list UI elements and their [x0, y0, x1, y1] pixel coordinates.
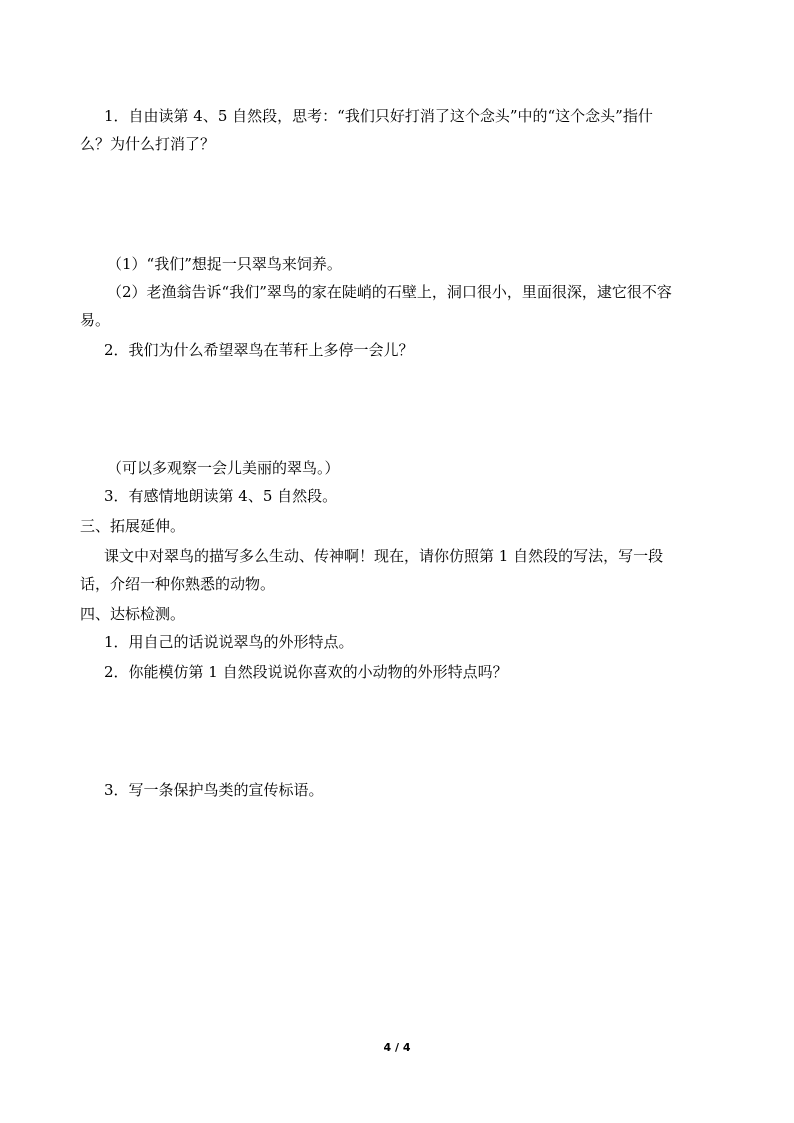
question-1-line-1: 1．自由读第 4、5 自然段，思考：“我们只好打消了这个念头”中的“这个念头”指什 — [104, 107, 653, 125]
page-number: 4 / 4 — [383, 1041, 411, 1054]
section-4-question-1: 1．用自己的话说说翠鸟的外形特点。 — [104, 633, 354, 651]
answer-1-item-2-line-2: 易。 — [80, 311, 111, 329]
answer-2: （可以多观察一会儿美丽的翠鸟。） — [107, 459, 340, 477]
question-1-line-2: 么？为什么打消了？ — [80, 135, 216, 153]
question-3: 3．有感情地朗读第 4、5 自然段。 — [104, 487, 338, 505]
section-3-text-line-1: 课文中对翠鸟的描写多么生动、传神啊！现在，请你仿照第 1 自然段的写法，写一段 — [104, 547, 664, 565]
section-3-heading: 三、拓展延伸。 — [80, 517, 186, 535]
answer-1-item-1: （1）“我们”想捉一只翠鸟来饲养。 — [107, 255, 342, 273]
question-2: 2．我们为什么希望翠鸟在苇秆上多停一会儿？ — [104, 341, 414, 359]
section-4-heading: 四、达标检测。 — [80, 605, 186, 623]
section-3-text-line-2: 话，介绍一种你熟悉的动物。 — [80, 575, 276, 593]
section-4-question-2: 2．你能模仿第 1 自然段说说你喜欢的小动物的外形特点吗？ — [104, 663, 508, 681]
answer-1-item-2-line-1: （2）老渔翁告诉“我们”翠鸟的家在陡峭的石壁上，洞口很小，里面很深，逮它很不容 — [107, 283, 672, 301]
section-4-question-3: 3．写一条保护鸟类的宣传标语。 — [104, 781, 324, 799]
